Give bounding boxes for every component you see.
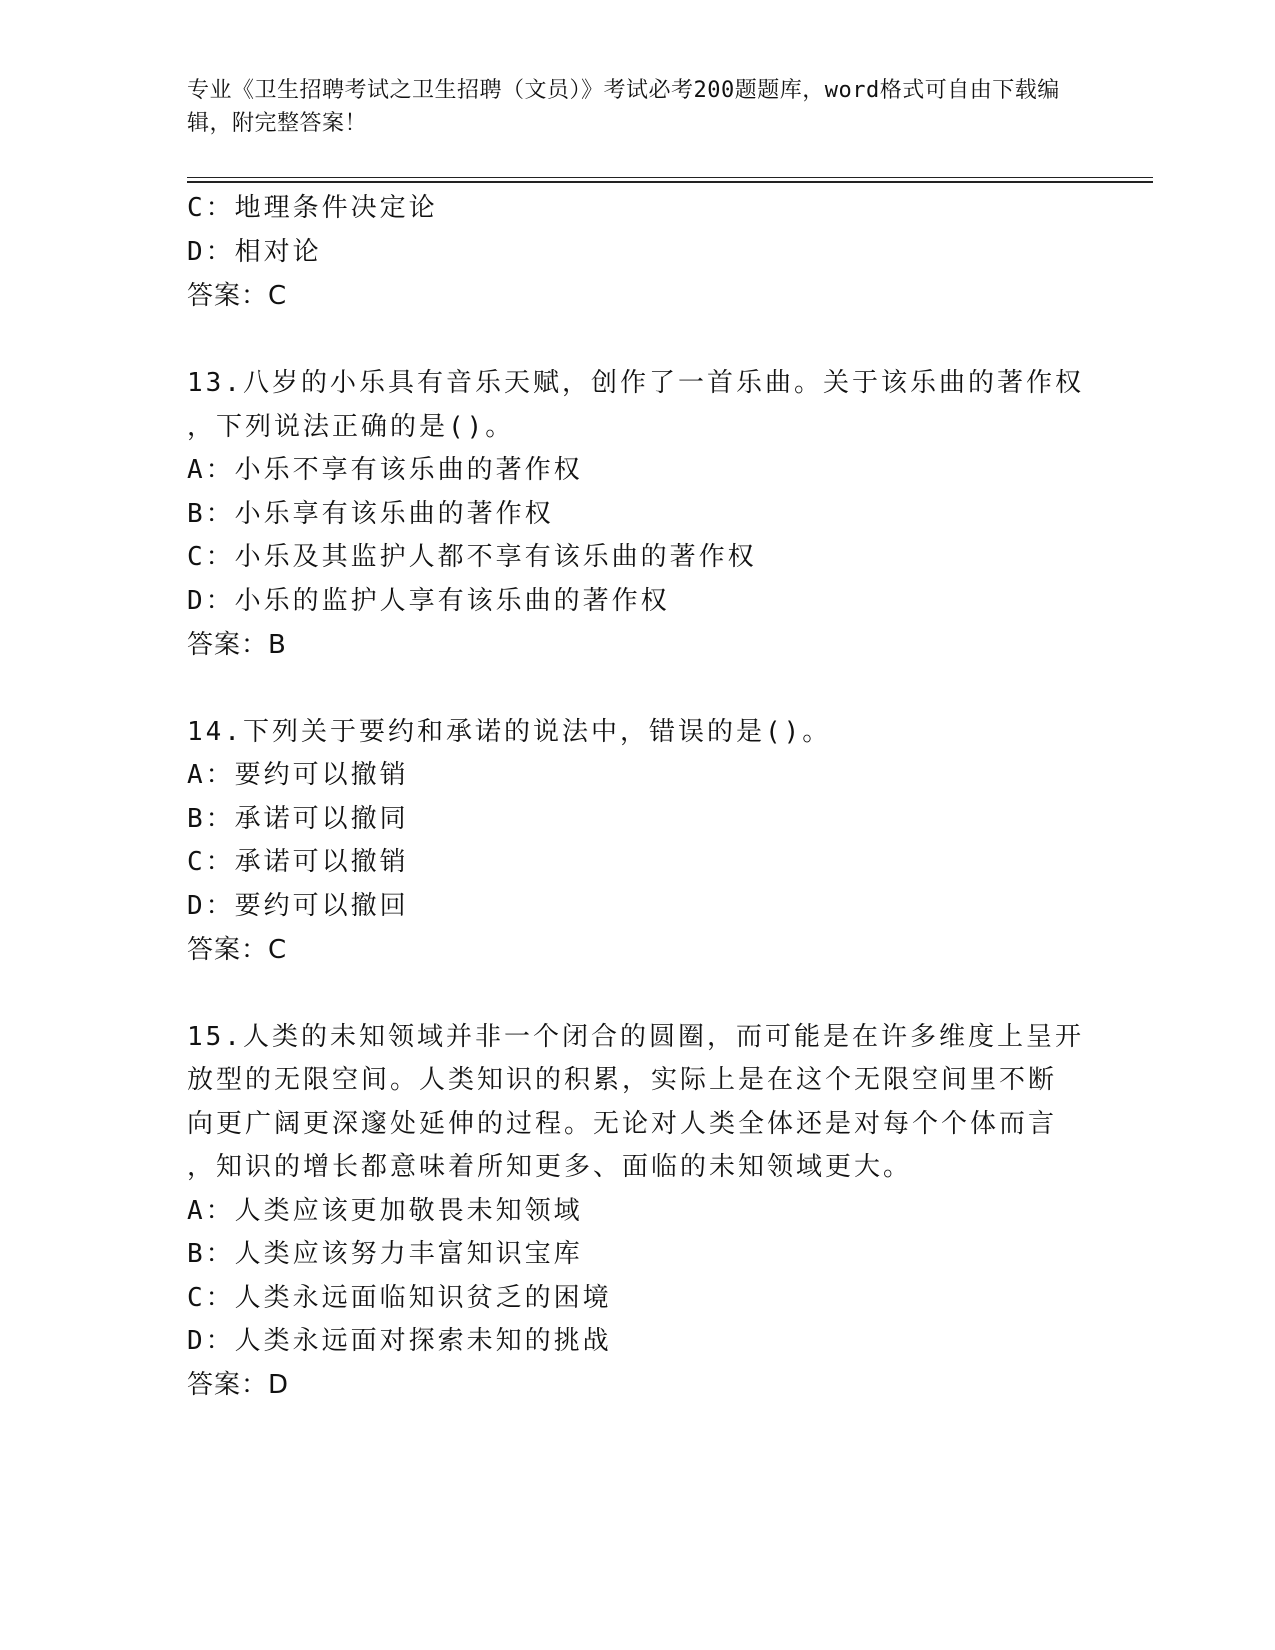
q13-stem-line-2: ，下列说法正确的是()。 (187, 412, 515, 442)
q14-option-a: A：要约可以撤销 (187, 760, 409, 790)
header-rule-thick (187, 181, 1153, 183)
q15-stem-line-1: 15.人类的未知领域并非一个闭合的圆圈，而可能是在许多维度上呈开 (187, 1022, 1084, 1052)
q13-option-c: C：小乐及其监护人都不享有该乐曲的著作权 (187, 542, 757, 572)
q13-option-b: B：小乐享有该乐曲的著作权 (187, 499, 554, 529)
q15-stem-line-3: 向更广阔更深邃处延伸的过程。无论对人类全体还是对每个个体而言 (187, 1109, 1058, 1139)
q13-option-a: A：小乐不享有该乐曲的著作权 (187, 455, 583, 485)
q15-option-b: B：人类应该努力丰富知识宝库 (187, 1239, 583, 1269)
q15-stem-line-4: ，知识的增长都意味着所知更多、面临的未知领域更大。 (187, 1152, 913, 1182)
q15-stem-line-2: 放型的无限空间。人类知识的积累，实际上是在这个无限空间里不断 (187, 1065, 1058, 1095)
q13-option-d: D：小乐的监护人享有该乐曲的著作权 (187, 586, 670, 616)
q15-option-d: D：人类永远面对探索未知的挑战 (187, 1326, 612, 1356)
q13-answer: 答案：B (187, 630, 287, 660)
q14-option-d: D：要约可以撤回 (187, 891, 409, 921)
q14-stem-line-1: 14.下列关于要约和承诺的说法中，错误的是()。 (187, 717, 832, 747)
header-rule-thin (187, 177, 1153, 178)
q14-option-c: C：承诺可以撤销 (187, 847, 409, 877)
q15-answer: 答案：D (187, 1370, 290, 1400)
q13-stem-line-1: 13.八岁的小乐具有音乐天赋，创作了一首乐曲。关于该乐曲的著作权 (187, 368, 1084, 398)
prev-answer: 答案：C (187, 281, 288, 311)
page-header: 专业《卫生招聘考试之卫生招聘（文员）》考试必考200题题库，word格式可自由下载编辑，附完整答案！ (187, 78, 1060, 136)
q15-option-c: C：人类永远面临知识贫乏的困境 (187, 1283, 612, 1313)
q15-option-a: A：人类应该更加敬畏未知领域 (187, 1196, 583, 1226)
q14-answer: 答案：C (187, 935, 288, 965)
prev-option-c: C：地理条件决定论 (187, 193, 438, 223)
q14-option-b: B：承诺可以撤同 (187, 804, 409, 834)
prev-option-d: D：相对论 (187, 237, 322, 267)
